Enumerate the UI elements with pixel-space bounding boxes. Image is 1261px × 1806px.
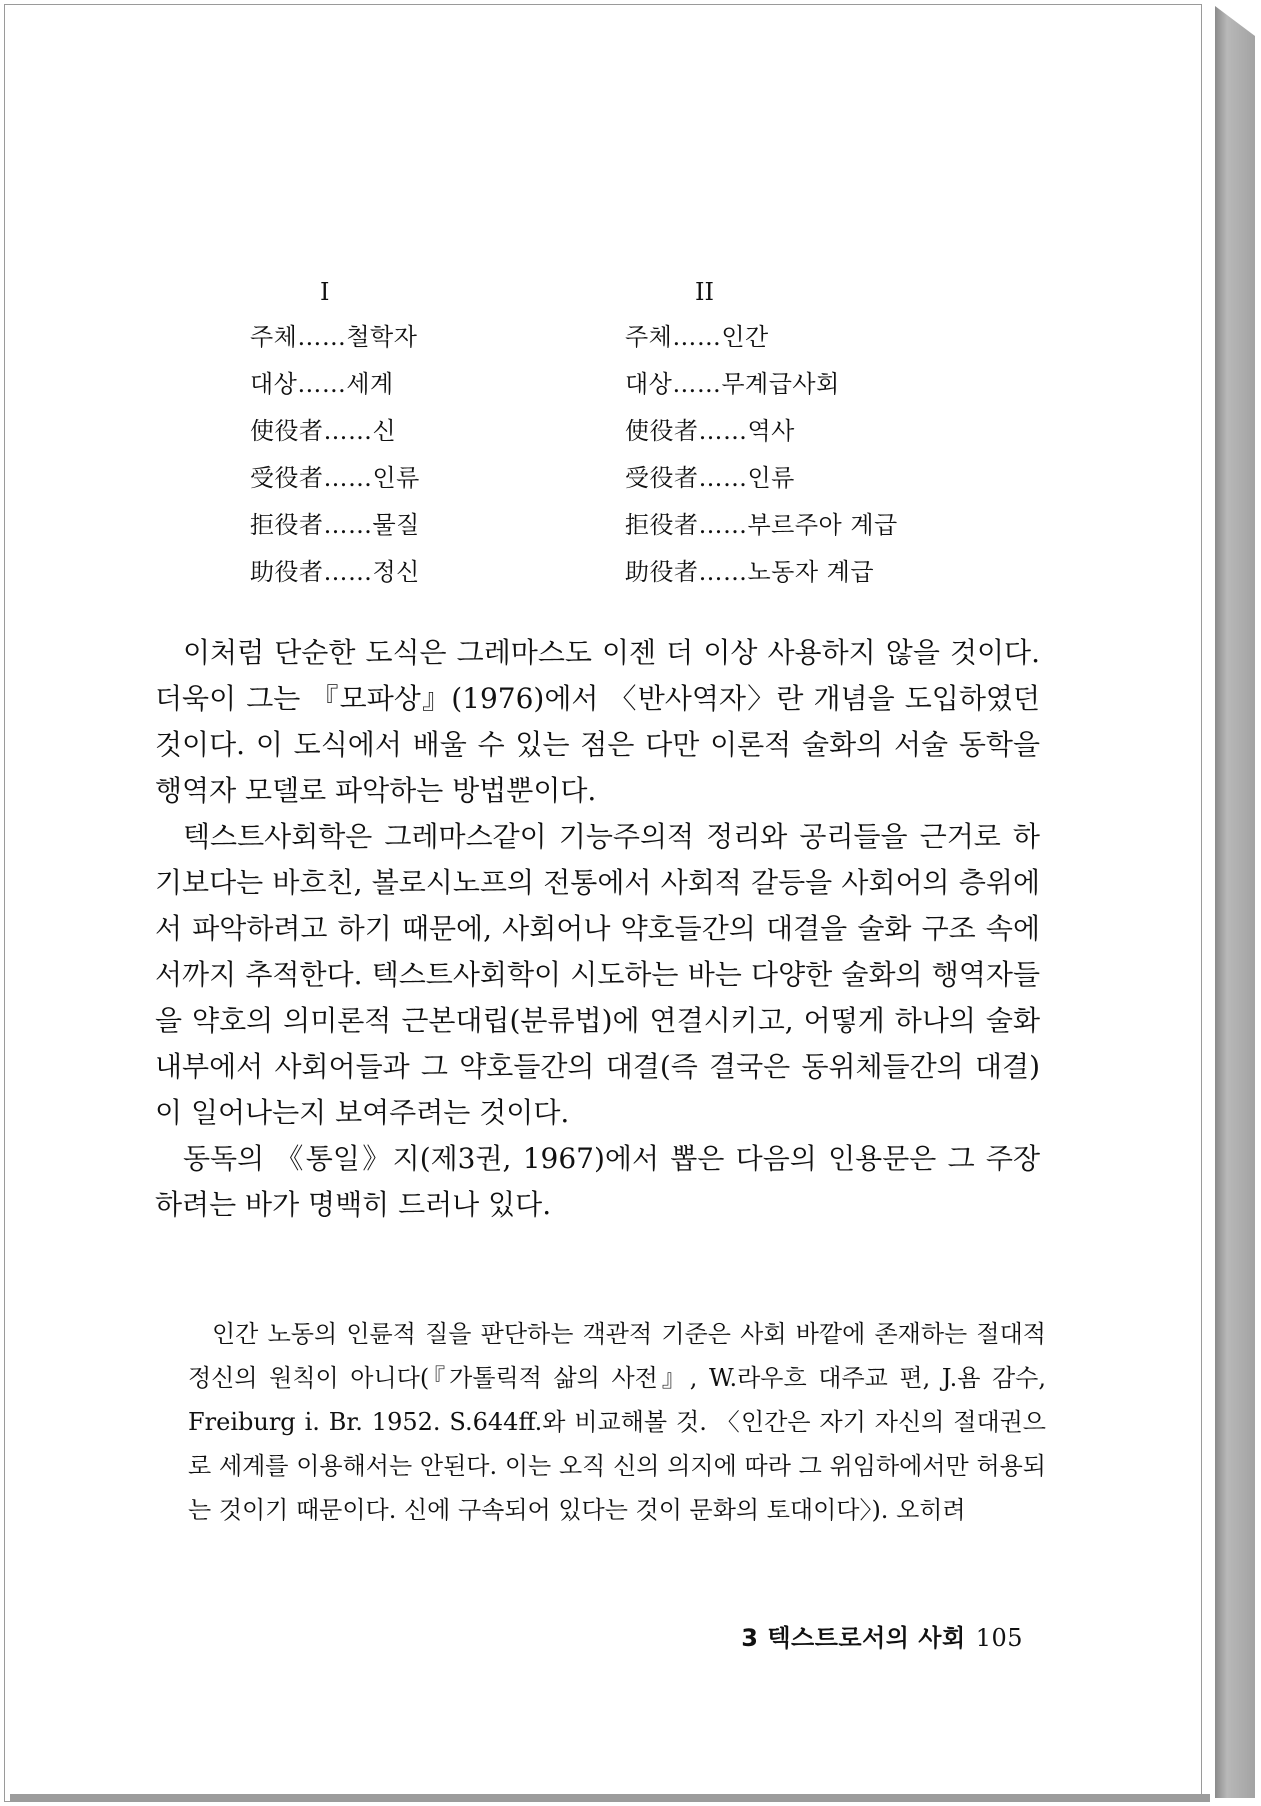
scheme-row: 대상……세계 [250, 370, 394, 398]
scheme-row: 주체……철학자 [250, 323, 418, 351]
scheme-row: 주체……인간 [625, 323, 769, 351]
scheme-row: 使役者……신 [250, 417, 397, 445]
scheme-heading-2: II [695, 278, 714, 306]
scheme-row: 助役者……노동자 계급 [625, 558, 875, 586]
scheme-row: 拒役者……부르주아 계급 [625, 511, 898, 539]
paragraph: 이처럼 단순한 도식은 그레마스도 이젠 더 이상 사용하지 않을 것이다. 더욱이 그는 『모파상』(1976)에서 〈반사역자〉란 개념을 도입하였던 것이다. 이 도식에서 배울 수 있는 점은 다만 이론적 술화의 서술 동학을 행역자 모델로 파악하는 방법뿐이다. [155, 636, 1040, 807]
scheme-row: 受役者……인류 [250, 464, 420, 492]
scheme-row: 助役者……정신 [250, 558, 420, 586]
scheme-row: 대상……무계급사회 [625, 370, 840, 398]
body-text [155, 630, 1040, 1228]
scheme-column-1 [250, 278, 420, 596]
paragraph: 텍스트사회학은 그레마스같이 기능주의적 정리와 공리들을 근거로 하기보다는 바흐친, 볼로시노프의 전통에서 사회적 갈등을 사회어의 층위에서 파악하려고 하기 때문에, 사회어나 약호들간의 대결을 술화 구조 속에서까지 추적한다. 텍스트사회학이 시도하는 바는 다양한 술화의 행역자들을 약호의 의미론적 근본대립(분류법)에 연결시키고, 어떻게 하나의 술화 내부에서 사회어들과 그 약호들간의 대결(즉 결국은 동위체들간의 대결)이 일어나는지 보여주려는 것이다. [155, 820, 1040, 1129]
scheme-row: 拒役者……물질 [250, 511, 420, 539]
block-quote [188, 1312, 1046, 1532]
scheme-column-2 [625, 278, 898, 596]
running-footer [741, 1618, 1023, 1653]
scheme-row: 使役者……역사 [625, 417, 795, 445]
chapter-title: 3 텍스트로서의 사회 [741, 1624, 966, 1652]
page-number: 105 [975, 1624, 1023, 1652]
quote-text: 인간 노동의 인륜적 질을 판단하는 객관적 기준은 사회 바깥에 존재하는 절대적 정신의 원칙이 아니다(『가톨릭적 삶의 사전』, W.라우흐 대주교 편, J.욤 감수, Freiburg i. Br. 1952. S.644ff.와 비교해볼 것. 〈인간은 자기 자신의 절대권으로 세계를 이용해서는 안된다. 이는 오직 신의 의지에 따라 그 위임하에서만 허용되는 것이기 때문이다. 신에 구속되어 있다는 것이 문화의 토대이다〉). 오히려 [188, 1320, 1046, 1524]
page-edge-bottom [10, 1794, 1210, 1802]
scheme-heading-1: I [320, 278, 330, 306]
scheme-row: 受役者……인류 [625, 464, 795, 492]
paragraph: 동독의 《통일》지(제3권, 1967)에서 뽑은 다음의 인용문은 그 주장하려는 바가 명백히 드러나 있다. [155, 1142, 1040, 1221]
page-edge-shadow [1215, 6, 1255, 1798]
